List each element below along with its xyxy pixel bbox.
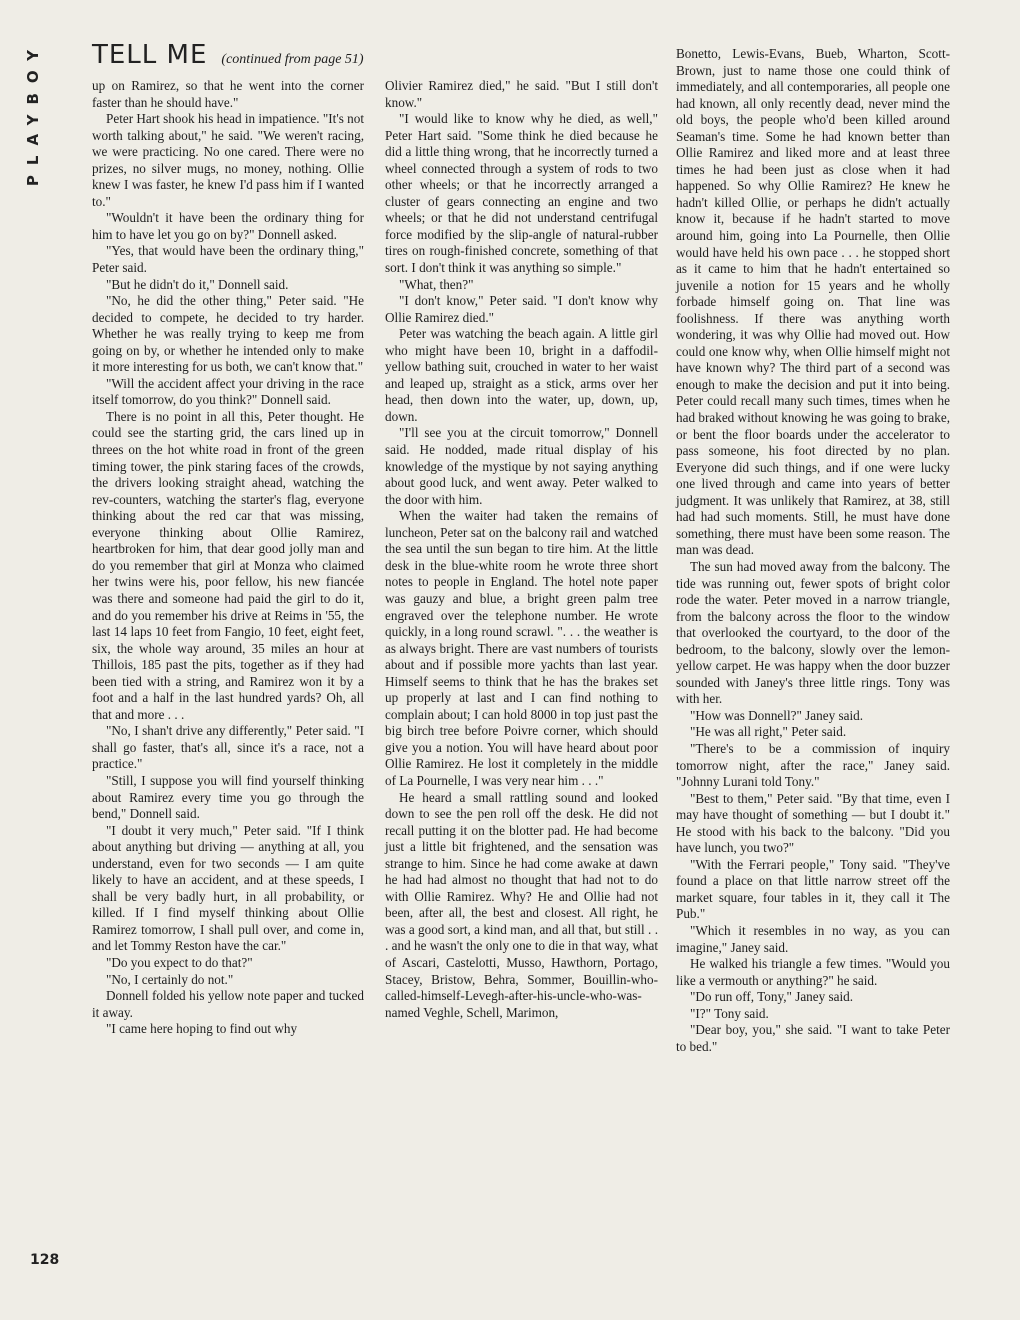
paragraph: "I came here hoping to find out why bbox=[106, 1021, 298, 1037]
paragraph: "What, then?" bbox=[399, 276, 474, 292]
paragraph: When the waiter had taken the remains of luncheon, Peter sat on the balcony rail and watched the sea until the sun began to tire him. At the little desk in the blue-white room he wrote three short notes to people in England. The hotel note paper was gauzy and blue, a bright green palm tree engraved over the telephone number. He wrote quickly, in a long round scrawl. ". . . the weather is as always bright. There are vast numbers of tourists about and if possible more yachts than last year. Himself seems to think that he has the brakes set up properly at last and I can find nothing to complain about; I can hold 8000 in top just past the big birch tree before Poivre corner, which should give you a notion. You will have heard about poor Ollie Ramirez. He lost it completely in the middle of La Pournelle, I was very near him . . ." bbox=[385, 508, 658, 788]
paragraph: "No, I shan't drive any differently," Peter said. "I shall go faster, that's all, since it's a race, not a practice." bbox=[92, 723, 364, 772]
paragraph: "Best to them," Peter said. "By that time, even I may have thought of something — but I doubt it." He stood with his back to the balcony. "Did you have lunch, you two?" bbox=[676, 790, 950, 856]
paragraph: He heard a small rattling sound and looked down to see the pen roll off the desk. He did not recall putting it on the blotter pad. He had become just a little bit frightened, and the sensation was strange to him. Since he had come awake at dawn he had had almost no thought that had not to do with Ollie Ramirez. Why? He and Ollie had not been, after all, the best and closest. All right, he was a good sort, a kind man, and all that, but still . . . and he wasn't the only one to die in that way, what of Ascari, Castelotti, Musso, Hawthorn, Portago, Stacey, Bristow, Behra, Sommer, Bouillin-who-called-himself-Levegh-after-his-uncle-who-was-named Veghle, Schell, Marimon, bbox=[385, 789, 658, 1020]
text-column-1 bbox=[92, 78, 364, 1038]
paragraph: "There's to be a commission of inquiry tomorrow night, after the race," Janey said. "Johnny Lurani told Tony." bbox=[676, 740, 950, 790]
paragraph: "No, he did the other thing," Peter said. "He decided to compete, he decided to try harder. Whether he was really trying to keep me from going on by, or whether he intended only to make it more interesting for us both, we can't know that." bbox=[92, 293, 364, 375]
paragraph: "Dear boy, you," she said. "I want to take Peter to bed." bbox=[676, 1022, 950, 1054]
paragraph: "No, I certainly do not." bbox=[106, 971, 234, 987]
paragraph: Donnell folded his yellow note paper and tucked it away. bbox=[92, 988, 364, 1020]
paragraph: Peter Hart shook his head in impatience. "It's not worth talking about," he said. "We weren't racing, we were practicing. No one cared. There were no prizes, no silver mugs, no money, nothing. Ollie knew I was faster, he knew I'd pass him if I wanted to." bbox=[92, 111, 364, 209]
paragraph: "How was Donnell?" Janey said. bbox=[690, 707, 864, 723]
paragraph: Olivier Ramirez died," he said. "But I still don't know." bbox=[385, 78, 658, 110]
paragraph: "Do run off, Tony," Janey said. bbox=[690, 989, 854, 1005]
paragraph: "I would like to know why he died, as well," Peter Hart said. "Some think he died because he did a little thing wrong, that he incorrectly turned a wheel connected through a system of rods to two other wheels; or that he incorrectly arranged a cluster of gears connecting an engine and two wheels; or that he did not understand centrifugal force modified by the slip-angle of natural-rubber tires on rough-finished concrete, something of that sort. I don't think it was anything so simple." bbox=[385, 111, 658, 276]
paragraph: The sun had moved away from the balcony. The tide was running out, fewer spots of bright color rode the water. Peter moved in a narrow triangle, from the balcony across the floor to the window that overlooked the courtyard, to the door of the bedroom, to the balcony, slowly over the lemon-yellow carpet. He was happy when the door buzzer sounded with Janey's three little rings. Tony was with her. bbox=[676, 558, 950, 707]
paragraph: "I doubt it very much," Peter said. "If I think about anything but driving — anything at all, you understand, even for two seconds — I am quite likely to have an accident, and at these speeds, I shall be very badly hurt, in all probability, or killed. If I find myself thinking about Ollie Ramirez tomorrow, I shall pull over, and come in, and let Tommy Reston have the car." bbox=[92, 822, 364, 954]
paragraph: "I don't know," Peter said. "I don't know why Ollie Ramirez died." bbox=[385, 293, 658, 325]
paragraph: He walked his triangle a few times. "Would you like a vermouth or anything?" he said. bbox=[676, 956, 950, 988]
paragraph: "Yes, that would have been the ordinary thing," Peter said. bbox=[92, 243, 364, 276]
article-header bbox=[92, 40, 364, 70]
paragraph: "Still, I suppose you will find yourself thinking about Ramirez every time you go through the bend," Donnell said. bbox=[92, 772, 364, 822]
text-column-2 bbox=[385, 78, 658, 1021]
paragraph: "But he didn't do it," Donnell said. bbox=[106, 276, 289, 292]
paragraph: "Do you expect to do that?" bbox=[106, 954, 253, 970]
page-number: 128 bbox=[30, 1252, 60, 1268]
text-column-3 bbox=[676, 46, 950, 1055]
paragraph: "Wouldn't it have been the ordinary thing for him to have let you go on by?" Donnell asked. bbox=[92, 210, 364, 242]
paragraph: Bonetto, Lewis-Evans, Bueb, Wharton, Scott-Brown, just to name those one could think of immediately, and all contemporaries, all people one had known, all only recently dead, never mind the old boys, the people who'd been killed around Seaman's time. Some he had known better than Ollie Ramirez and liked more and at least three times he had been just as close when it had happened. So why Ollie Ramirez? He knew he hadn't killed Ollie, or perhaps he didn't actually know it, because if he hadn't started to move around him, going into La Pournelle, then Ollie would have held his own pace . . . he stopped short as it came to him that he hadn't entertained so juvenile a notion for 15 years and he wholly forbade himself going on. That line was foolishness. If there was anything worth wondering, it was why Ollie had moved out. How could one know why, when Ollie himself might not have known why? The third part of a second was enough to make the decision and put it into being. Peter could recall many such times, times when he had braked without knowing he was going to brake, or bent the floor boards under the accelerator to pass someone, his foot directed by no plan. Everyone did such things, and if one were lucky one lived through and came into years of better judgment. It was unlikely that Ramirez, at 38, still had had such moments. Still, he must have done something, there must have been some reason. The man was dead. bbox=[676, 46, 950, 558]
paragraph: "Will the accident affect your driving in the race itself tomorrow, do you think?" Donnell said. bbox=[92, 375, 364, 408]
magazine-name: PLAYBOY bbox=[24, 40, 42, 187]
paragraph: "I?" Tony said. bbox=[690, 1005, 769, 1021]
paragraph: There is no point in all this, Peter thought. He could see the starting grid, the cars lined up in threes on the hot white road in front of the green timing tower, the pink staring faces of the crowds, the drivers looking straight ahead, watching the rev-counters, watching the starter's flag, everyone thinking about the red car that was missing, everyone thinking about Ollie Ramirez, heartbroken for him, that dear good jolly man and do you remember that girl at Monza who claimed her twins were his, poor fellow, his new fiancée was there and someone had paid the girl to do it, and do you remember his drive at Reims in '55, the last 14 laps 10 feet from Fangio, 10 feet, eight feet, six, the whole way around, 35 miles an hour at Thillois, 185 past the pits, together as if they had been tied with a string, and Ramirez won it by a foot and a half in the last hundred yards? Oh, all that and more . . . bbox=[92, 408, 364, 722]
article-title: TELL ME bbox=[92, 40, 208, 70]
paragraph: "He was all right," Peter said. bbox=[690, 724, 847, 740]
continued-from-note: (continued from page 51) bbox=[221, 52, 364, 67]
paragraph: "With the Ferrari people," Tony said. "They've found a place on that little narrow street off the market square, four tables in it, they call it The Pub." bbox=[676, 856, 950, 922]
paragraph: up on Ramirez, so that he went into the corner faster than he should have." bbox=[92, 78, 364, 110]
paragraph: "Which it resembles in no way, as you can imagine," Janey said. bbox=[676, 922, 950, 955]
paragraph: "I'll see you at the circuit tomorrow," Donnell said. He nodded, made ritual display of his knowledge of the mystique by not saying anything about good luck, and went away. Peter walked to the door with him. bbox=[385, 425, 658, 507]
paragraph: Peter was watching the beach again. A little girl who might have been 10, bright in a daffodil-yellow bathing suit, crouched in water to her waist and leaped up, straight as a stick, arms over her head, then down into the water, up, down, up, down. bbox=[385, 326, 658, 424]
